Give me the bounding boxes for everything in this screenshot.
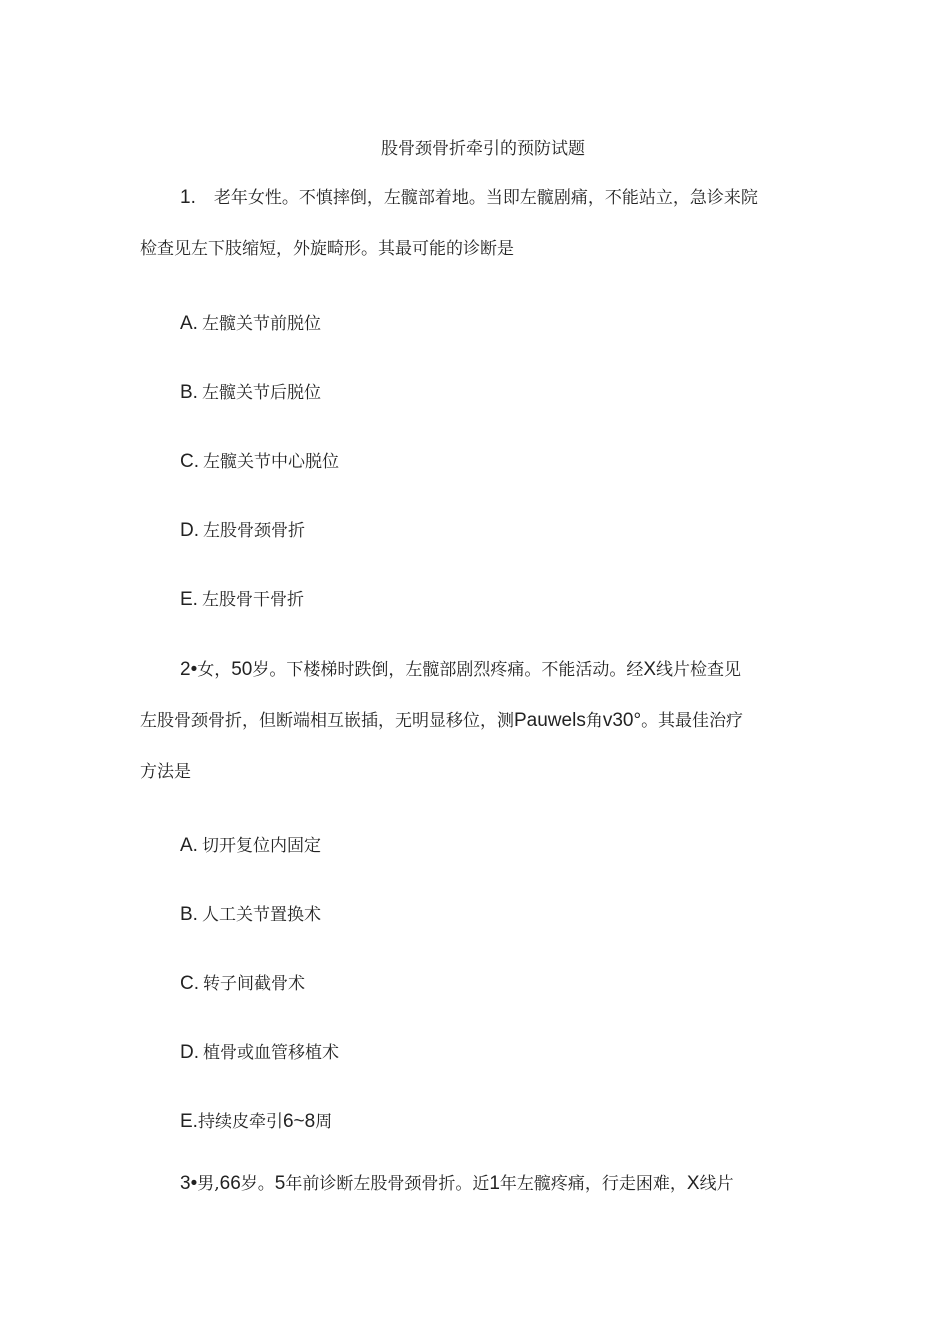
question-1-option-e xyxy=(180,588,304,612)
question-2-option-a xyxy=(180,834,321,858)
stem-text: 年左髋疼痛，行走困难， xyxy=(499,1174,687,1194)
stem-text: 岁。下楼梯时跌倒，左髋部剧烈疼痛。不能活动。经 xyxy=(252,660,644,680)
option-letter: E. xyxy=(180,1111,198,1132)
stem-text: 岁。 xyxy=(240,1174,275,1194)
question-3-number: 3• xyxy=(180,1173,198,1194)
option-text: 左股骨颈骨折 xyxy=(203,521,305,541)
stem-number: 1 xyxy=(489,1173,500,1194)
question-1-option-b xyxy=(180,381,321,405)
stem-latin: v30° xyxy=(602,710,642,731)
option-text: 转子间截骨术 xyxy=(203,974,305,994)
stem-text: 男, xyxy=(197,1174,220,1194)
question-1-stem-line-2: 检查见左下肢缩短，外旋畸形。其最可能的诊断是 xyxy=(140,239,514,259)
question-1-number: 1. xyxy=(180,187,196,208)
option-letter: D. xyxy=(180,520,199,541)
option-text: 左髋关节前脱位 xyxy=(201,314,321,334)
option-text: 切开复位内固定 xyxy=(201,836,321,856)
question-1-stem-line-1 xyxy=(180,186,758,210)
question-2-option-c xyxy=(180,972,305,996)
question-1-stem-text: 老年女性。不慎摔倒，左髋部着地。当即左髋剧痛，不能站立，急诊来院 xyxy=(213,188,758,208)
stem-text: 线片 xyxy=(699,1174,734,1194)
option-letter: C. xyxy=(180,451,199,472)
option-text: 人工关节置换术 xyxy=(201,905,321,925)
option-text: 左股骨干骨折 xyxy=(201,590,304,610)
option-letter: A. xyxy=(180,835,198,856)
option-letter: C. xyxy=(180,973,199,994)
option-letter: D. xyxy=(180,1042,199,1063)
question-2-stem-line-2 xyxy=(140,709,743,733)
option-text: 植骨或血管移植术 xyxy=(203,1043,339,1063)
question-1-option-a xyxy=(180,312,321,336)
stem-latin: X xyxy=(643,659,657,680)
option-letter: E. xyxy=(180,589,198,610)
stem-text: 线片检查见 xyxy=(656,660,742,680)
question-3-stem-line-1 xyxy=(180,1172,734,1196)
stem-text: 女， xyxy=(197,660,232,680)
option-text: 持续皮牵引 xyxy=(197,1112,283,1132)
stem-text: 。其最佳治疗 xyxy=(641,711,744,731)
option-letter: B. xyxy=(180,904,198,925)
question-2-option-e xyxy=(180,1110,332,1134)
option-unit: 周 xyxy=(315,1112,333,1132)
stem-latin: Pauwels xyxy=(514,710,586,731)
stem-number: 66 xyxy=(219,1173,241,1194)
option-range: 6~8 xyxy=(282,1111,316,1132)
question-2-number: 2• xyxy=(180,659,198,680)
stem-text: 角 xyxy=(585,711,603,731)
option-letter: A. xyxy=(180,313,198,334)
question-1-option-c xyxy=(180,450,339,474)
question-2-stem-line-3: 方法是 xyxy=(140,762,191,782)
question-2-option-d xyxy=(180,1041,339,1065)
stem-text: 年前诊断左股骨颈骨折。近 xyxy=(285,1174,490,1194)
stem-number: 5 xyxy=(274,1173,286,1194)
option-text: 左髋关节后脱位 xyxy=(201,383,321,403)
document-title: 股骨颈骨折牵引的预防试题 xyxy=(381,139,585,159)
stem-text: 左股骨颈骨折，但断端相互嵌插，无明显移位，测 xyxy=(140,711,514,731)
question-1-option-d xyxy=(180,519,305,543)
option-letter: B. xyxy=(180,382,198,403)
question-2-option-b xyxy=(180,903,321,927)
question-2-stem-line-1 xyxy=(180,658,741,682)
stem-number: 50 xyxy=(231,659,253,680)
option-text: 左髋关节中心脱位 xyxy=(203,452,339,472)
stem-latin: X xyxy=(686,1173,700,1194)
